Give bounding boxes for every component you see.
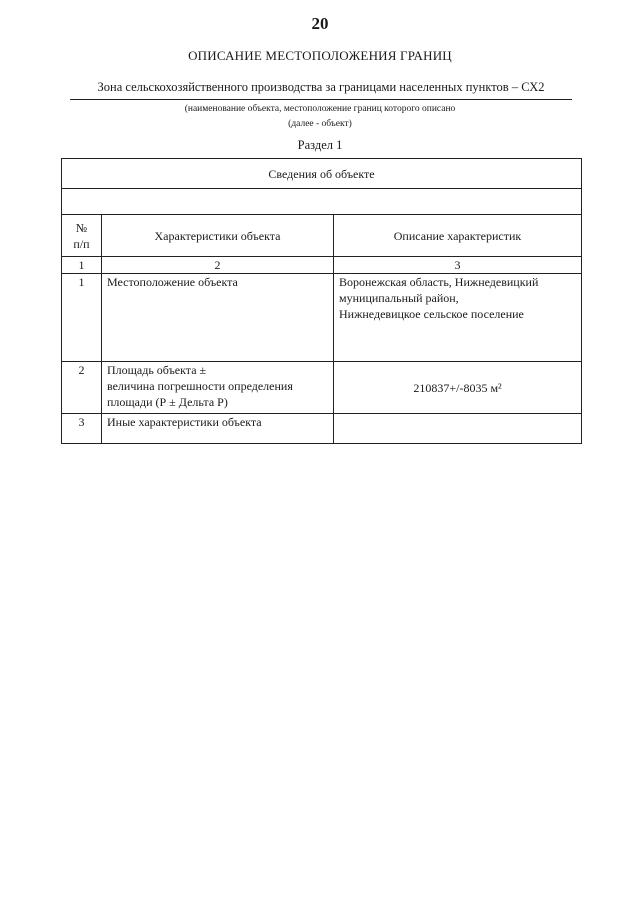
row-characteristic: Площадь объекта ± величина погрешности определения площади (Р ± Дельта Р) — [102, 362, 334, 414]
table-header-row — [62, 215, 582, 257]
object-info-table — [61, 158, 582, 444]
column-number-row — [62, 257, 582, 274]
table-heading-row — [62, 159, 582, 189]
header-description: Описание характеристик — [334, 215, 582, 257]
table-row — [62, 362, 582, 414]
object-caption-line-1: (наименование объекта, местоположение границ которого описано — [184, 104, 456, 114]
header-characteristic: Характеристики объекта — [102, 215, 334, 257]
row-description — [334, 414, 582, 444]
table-spacer-row — [62, 189, 582, 215]
row-num: 3 — [62, 414, 102, 444]
section-title: Раздел 1 — [297, 138, 343, 152]
header-num: № п/п — [62, 215, 102, 257]
row-num: 2 — [62, 362, 102, 414]
zone-name-underline — [70, 99, 572, 100]
column-number: 1 — [62, 257, 102, 274]
table-row — [62, 274, 582, 362]
column-number: 3 — [334, 257, 582, 274]
table-heading: Сведения об объекте — [62, 159, 582, 189]
table-row — [62, 414, 582, 444]
row-characteristic: Местоположение объекта — [102, 274, 334, 362]
row-characteristic: Иные характеристики объекта — [102, 414, 334, 444]
row-num: 1 — [62, 274, 102, 362]
column-number: 2 — [102, 257, 334, 274]
table-spacer-cell — [62, 189, 582, 215]
document-title: ОПИСАНИЕ МЕСТОПОЛОЖЕНИЯ ГРАНИЦ — [188, 48, 452, 63]
zone-name: Зона сельскохозяйственного производства за границами населенных пунктов – СХ2 — [97, 80, 545, 94]
row-description: Воронежская область, Нижнедевицкий муниципальный район, Нижнедевицкое сельское поселение — [334, 274, 582, 362]
page-number: 20 — [311, 14, 329, 33]
object-caption-line-2: (далее - объект) — [288, 119, 352, 129]
row-description: 210837+/-8035 м² — [334, 362, 582, 414]
